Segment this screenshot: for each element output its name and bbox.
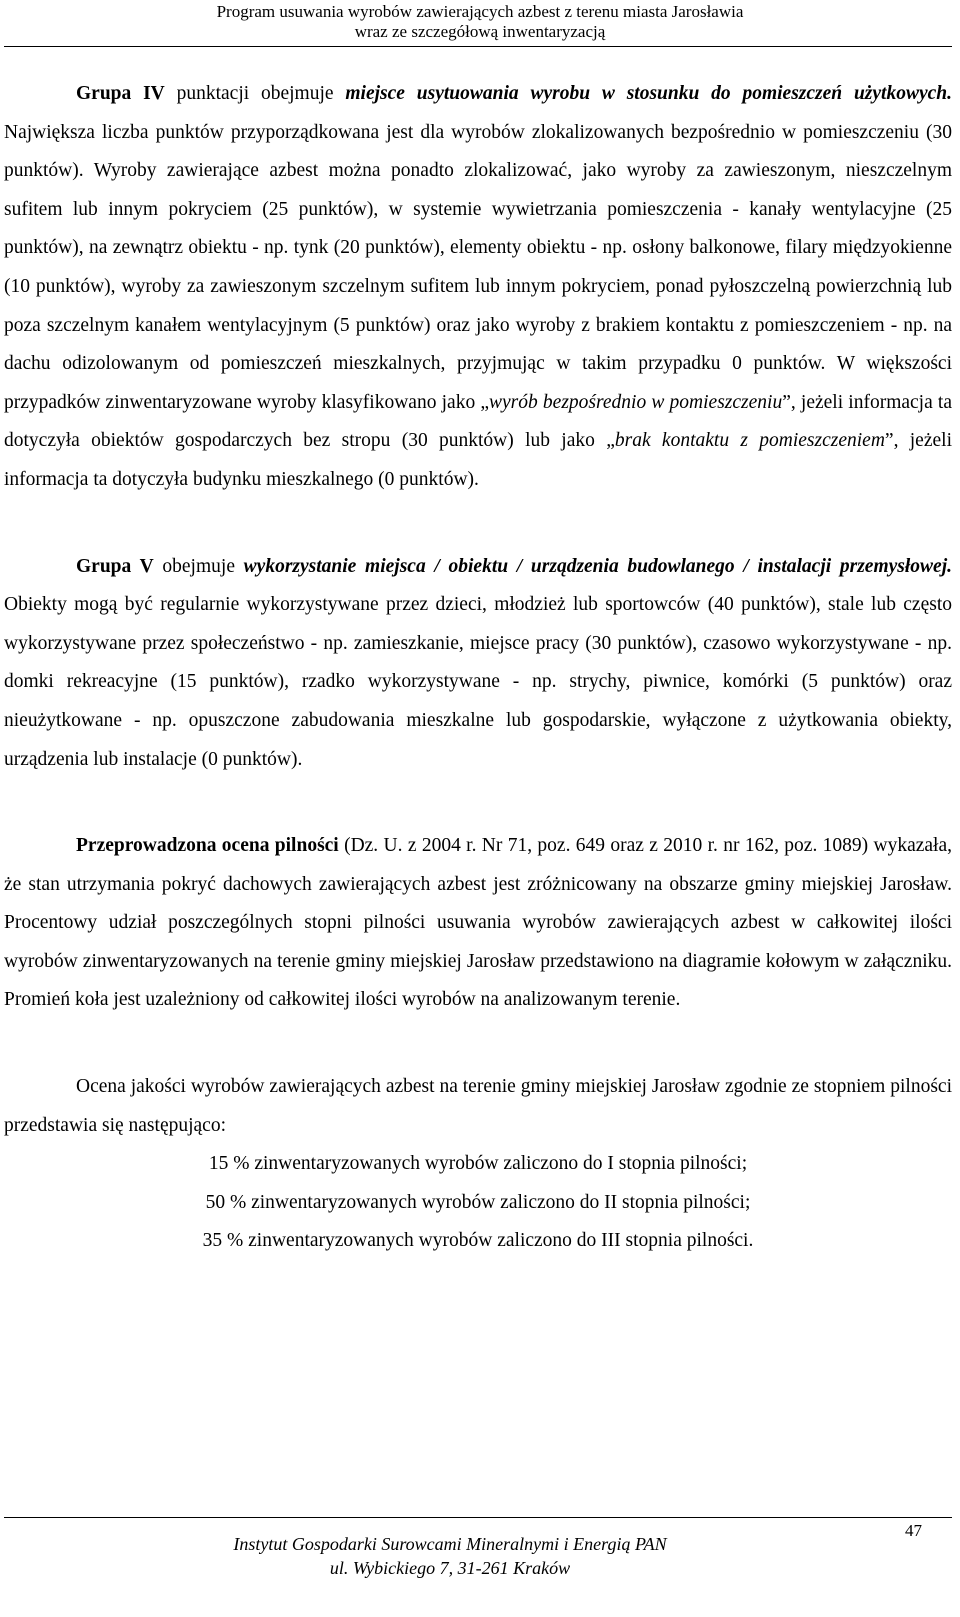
page-number: 47: [905, 1521, 922, 1540]
text-span: Największa liczba punktów przyporządkowana jest dla wyrobów zlokalizowanych bezpośrednio w pomieszczeniu (30 punktów). Wyroby zawierające azbest można ponadto zlokalizować, jako wyroby za zawieszonym, nieszczelnym sufitem lub innym pokryciem (25 punktów), w systemie wywietrzania pomieszczenia - kanały wentylacyjne (25 punktów), na zewnątrz obiektu - np. tynk (20 punktów), elementy obiektu - np. osłony balkonowe, filary międzyokienne (10 punktów), wyroby za zawieszonym szczelnym sufitem lub innym pokryciem, ponad pyłoszczelną powierzchnią lub poza szczelnym kanałem wentylacyjnym (5 punktów) oraz jako wyroby z brakiem kontaktu z pomieszczeniem - np. na dachu odizolowanym od pomieszczeń mieszkalnych, przyjmując w takim przypadku 0 punktów. W większości przypadków zinwentaryzowane wyroby klasyfikowano jako „: [4, 121, 952, 413]
text-span: obejmuje: [153, 555, 244, 577]
text-span: ”, jeżeli informacja ta dotyczyła budynku mieszkalnego (0 punktów).: [4, 430, 952, 490]
header-divider: [4, 46, 952, 47]
grupa-v-heading: Grupa V: [76, 555, 154, 577]
list-item: 50 % zinwentaryzowanych wyrobów zaliczono do II stopnia pilności;: [205, 1191, 751, 1213]
text-span: (Dz. U. z 2004 r. Nr 71, poz. 649 oraz z 2010 r. nr 162, poz. 1089) wykazała, że stan utrzymania pokryć dachowych zawierających azbest jest zróżnicowany na obszarze gminy miejskiej Jarosław. Procentowy udział poszczególnych stopni pilności usuwania wyrobów zawierających azbest w całkowitej ilości wyrobów zinwentaryzowanych na terenie gminy miejskiej Jarosław przedstawiono na diagramie kołowym w załączniku. Promień koła jest uzależniony od całkowitej ilości wyrobów na analizowanym terenie.: [4, 835, 952, 1011]
list-item: 15 % zinwentaryzowanych wyrobów zaliczono do I stopnia pilności;: [208, 1153, 748, 1175]
text-span: Obiekty mogą być regularnie wykorzystywane przez dzieci, młodzież lub sportowców (40 punktów), stale lub często wykorzystywane przez społeczeństwo - np. zamieszkanie, miejsce pracy (30 punktów), czasowo wykorzystywane - np. domki rekreacyjne (15 punktów), rzadko wykorzystywane - np. strychy, piwnice, komórki (5 punktów) oraz nieużytkowane - np. opuszczone zabudowania mieszkalne lub gospodarskie, wyłączone z użytkowania obiekty, urządzenia lub instalacje (0 punktów).: [4, 594, 952, 770]
header-title-line1: Program usuwania wyrobów zawierających azbest z terenu miasta Jarosławia: [216, 2, 744, 21]
grupa-v-topic: wykorzystanie miejsca / obiektu / urządzenia budowlanego / instalacji przemysłowej.: [243, 555, 952, 577]
paragraph-ocena-jakosci: [4, 1068, 952, 1145]
footer-institution: Instytut Gospodarki Surowcami Mineralnymi i Energią PAN: [233, 1534, 667, 1554]
paragraph-grupa-iv: [4, 75, 952, 500]
quoted-term: wyrób bezpośrednio w pomieszczeniu: [489, 391, 783, 413]
text-span: ”, jeżeli informacja ta dotyczyła obiektów gospodarczych bez stropu (30 punktów) lub jako „: [4, 391, 952, 452]
header-title-line2: wraz ze szczegółową inwentaryzacją: [354, 22, 606, 41]
footer-address: ul. Wybickiego 7, 31-261 Kraków: [329, 1558, 571, 1578]
text-span: Ocena jakości wyrobów zawierających azbest na terenie gminy miejskiej Jarosław zgodnie ze stopniem pilności przedstawia się następująco:: [4, 1076, 952, 1136]
document-body: [4, 75, 952, 1261]
list-item: 35 % zinwentaryzowanych wyrobów zaliczono do III stopnia pilności.: [202, 1230, 754, 1252]
quoted-term: brak kontaktu z pomieszczeniem: [614, 430, 885, 452]
ocena-pilnosci-heading: Przeprowadzona ocena pilności: [76, 835, 339, 857]
grupa-iv-heading: Grupa IV: [76, 83, 165, 104]
paragraph-ocena-pilnosci: [4, 827, 952, 1020]
footer-divider: [4, 1517, 952, 1518]
text-span: punktacji obejmuje: [164, 83, 346, 104]
grupa-iv-topic: miejsce usytuowania wyrobu w stosunku do pomieszczeń użytkowych.: [345, 83, 952, 104]
paragraph-grupa-v: [4, 548, 952, 780]
